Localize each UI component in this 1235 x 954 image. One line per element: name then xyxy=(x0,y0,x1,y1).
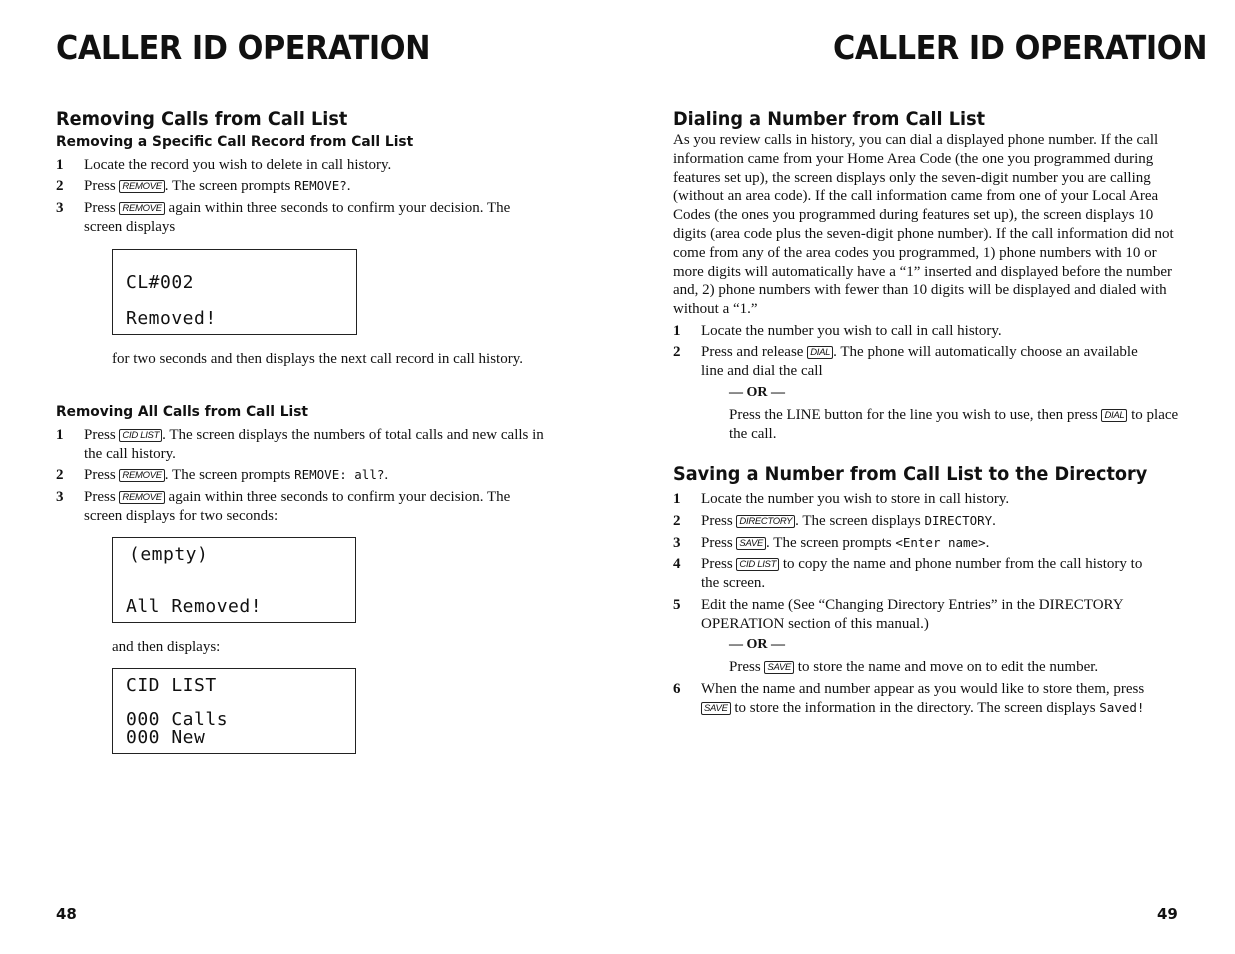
dialing-alternative: Press the LINE button for the line you wish to use, then press DIAL to place the call. xyxy=(729,407,1179,442)
subheading-remove-specific: Removing a Specific Call Record from Call List xyxy=(56,134,414,150)
lcd-line: CID LIST xyxy=(126,675,217,696)
step-number: 2 xyxy=(56,467,64,483)
step-number: 1 xyxy=(56,427,64,443)
step-text: Press REMOVE . The screen prompts REMOVE: all?. xyxy=(84,467,389,483)
dial-key-icon: DIAL xyxy=(807,346,833,359)
screen-prompt: DIRECTORY xyxy=(924,513,993,528)
step-text: Press CID LIST to copy the name and phone number from the call history to the screen. xyxy=(701,556,1143,591)
lcd-line: CL#002 xyxy=(126,272,195,293)
section-heading-dialing: Dialing a Number from Call List xyxy=(673,108,986,130)
step-number: 3 xyxy=(56,200,64,216)
lcd-line: 000 Calls xyxy=(126,709,229,730)
step-number: 5 xyxy=(673,597,681,613)
step-number: 1 xyxy=(673,491,681,507)
save-key-icon: SAVE xyxy=(701,702,731,715)
lcd-line: All Removed! xyxy=(126,596,263,617)
remove-key-icon: REMOVE xyxy=(119,180,164,193)
lcd-line: Removed! xyxy=(126,308,217,329)
step-number: 2 xyxy=(673,344,681,360)
dialing-intro: As you review calls in history, you can dial a displayed phone number. If the call information came from your Home Area Code (the one you programmed during features set up), the screen displays only the seven-digit number you are calling (without an area code). If the call information came from one of your Local Area Codes (the ones you programmed during features set up), the screen displays 10 digits (area code plus the seven-digit phone number). If the call information did not come from any of the area codes you programmed, 1) phone numbers with 10 or more digits will automatically have a “1” inserted and displayed before the number and, 2) phone numbers with fewer than 10 digits will be displayed and dialed with without a “1.” xyxy=(673,132,1174,318)
directory-key-icon: DIRECTORY xyxy=(736,515,795,528)
screen-prompt: REMOVE? xyxy=(294,178,347,193)
subheading-remove-all: Removing All Calls from Call List xyxy=(56,404,309,420)
step-text: Press REMOVE . The screen prompts REMOVE?. xyxy=(84,178,351,194)
save-key-icon: SAVE xyxy=(764,661,794,674)
section-heading-saving: Saving a Number from Call List to the Directory xyxy=(673,463,1148,485)
or-separator: — OR — xyxy=(729,637,785,652)
save-key-icon: SAVE xyxy=(736,537,766,550)
step-number: 4 xyxy=(673,556,681,572)
page-title: CALLER ID OPERATION xyxy=(56,28,431,67)
lcd-line: 000 New xyxy=(126,727,206,748)
step-text: Locate the record you wish to delete in call history. xyxy=(84,157,392,173)
right-page xyxy=(673,0,1208,954)
after-lcd-text: for two seconds and then displays the next call record in call history. xyxy=(112,351,523,367)
remove-key-icon: REMOVE xyxy=(119,491,164,504)
lcd-line: (empty) xyxy=(129,544,209,565)
step-number: 6 xyxy=(673,681,681,697)
step-number: 3 xyxy=(673,535,681,551)
step-text: Locate the number you wish to call in call history. xyxy=(701,323,1002,339)
step-text: Press SAVE . The screen prompts <Enter name>. xyxy=(701,535,990,551)
lcd-display xyxy=(112,668,356,754)
step-number: 3 xyxy=(56,489,64,505)
saving-alternative: Press SAVE to store the name and move on to edit the number. xyxy=(729,659,1099,675)
lcd-display xyxy=(112,537,356,623)
dial-key-icon: DIAL xyxy=(1101,409,1127,422)
step-text: Edit the name (See “Changing Directory Entries” in the DIRECTORY OPERATION section of this manual.) xyxy=(701,597,1123,632)
lcd-display xyxy=(112,249,357,335)
step-text: When the name and number appear as you would like to store them, press SAVE to store the information in the directory. The screen displays Saved! xyxy=(701,681,1145,716)
section-heading-removing-calls: Removing Calls from Call List xyxy=(56,108,348,130)
step-text: Press REMOVE again within three seconds to confirm your decision. The screen displays for two seconds: xyxy=(84,489,511,524)
step-number: 2 xyxy=(673,513,681,529)
or-separator: — OR — xyxy=(729,385,785,400)
remove-key-icon: REMOVE xyxy=(119,469,164,482)
step-text: Press and release DIAL . The phone will automatically choose an available line and dial the call xyxy=(701,344,1138,379)
step-number: 2 xyxy=(56,178,64,194)
left-page xyxy=(56,0,576,954)
step-number: 1 xyxy=(673,323,681,339)
page-number: 48 xyxy=(56,905,77,923)
cid-list-key-icon: CID LIST xyxy=(736,558,779,571)
step-text: Press CID LIST . The screen displays the numbers of total calls and new calls in the call history. xyxy=(84,427,544,462)
remove-key-icon: REMOVE xyxy=(119,202,164,215)
page-title: CALLER ID OPERATION xyxy=(833,28,1208,67)
page-number: 49 xyxy=(1157,905,1178,923)
step-number: 1 xyxy=(56,157,64,173)
cid-list-key-icon: CID LIST xyxy=(119,429,162,442)
screen-prompt: <Enter name> xyxy=(895,535,986,550)
then-displays-text: and then displays: xyxy=(112,639,221,655)
step-text: Press REMOVE again within three seconds to confirm your decision. The screen displays xyxy=(84,200,511,235)
step-text: Press DIRECTORY . The screen displays DIRECTORY. xyxy=(701,513,996,529)
screen-prompt: Saved! xyxy=(1099,699,1145,715)
step-text: Locate the number you wish to store in call history. xyxy=(701,491,1010,507)
screen-prompt: REMOVE: all? xyxy=(294,467,385,482)
